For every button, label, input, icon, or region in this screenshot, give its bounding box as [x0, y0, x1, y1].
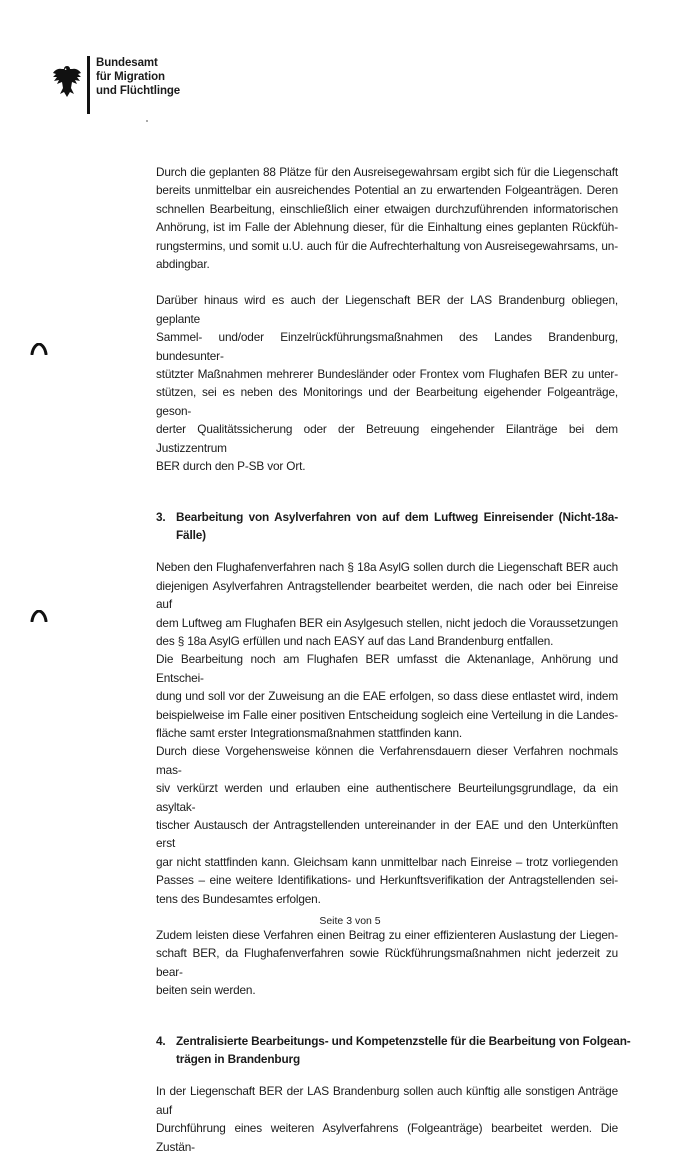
text-line: dem Luftweg am Flughafen BER ein Asylgesuch stellen, nicht jedoch die Voraussetzungen [156, 615, 618, 630]
section-heading-4 [156, 1032, 631, 1069]
scan-speck [146, 120, 148, 122]
section-title [176, 1032, 631, 1069]
section-number: 3. [156, 509, 166, 524]
section-title: Bearbeitung von Asylverfahren von auf dem Luftweg Einreisender (Nicht-18a-Fälle) [176, 509, 618, 542]
paragraph-3 [156, 558, 618, 908]
section-heading-3 [156, 508, 618, 545]
paragraph-2 [156, 291, 618, 475]
hole-punch-mark-icon [30, 343, 48, 355]
text-line: tischer Austausch der Antragstellenden untereinander in der EAE und den Unterkünften erst [156, 818, 618, 851]
text-line: stützen, sei es neben des Monitorings und der Bearbeitung eigehender Folgeanträge, geson- [156, 385, 618, 418]
text-line: abdingbar. [156, 257, 210, 272]
document-body [156, 163, 631, 1156]
text-line: Die Bearbeitung noch am Flughafen BER umfasst die Aktenanlage, Anhörung und Entschei- [156, 652, 618, 685]
text-line: siv verkürzt werden und erlauben eine authentischere Beurteilungsgrundlage, da ein asyltak- [156, 781, 618, 814]
org-line-3: und Flüchtlinge [96, 85, 181, 97]
letterhead-bar [87, 56, 90, 114]
text-line: des § 18a AsylG erfüllen und nach EASY auf das Land Brandenburg entfallen. [156, 633, 554, 648]
text-line: Durch diese Vorgehensweise können die Verfahrensdauern dieser Verfahren nochmals mas- [156, 744, 618, 777]
letterhead [52, 56, 180, 114]
page-number: Seite 3 von 5 [319, 915, 381, 927]
text-line: Neben den Flughafenverfahren nach § 18a AsylG sollen durch die Liegenschaft BER auch [156, 560, 618, 575]
federal-eagle-icon [52, 64, 82, 98]
org-line-2: für Migration [96, 71, 165, 83]
paragraph-4 [156, 926, 618, 1000]
section-title-line-1: Zentralisierte Bearbeitungs- und Kompetenzstelle für die Bearbeitung von Folgean- [176, 1033, 631, 1048]
section-title-line-2: trägen in Brandenburg [176, 1052, 301, 1067]
text-line: BER durch den P-SB vor Ort. [156, 459, 306, 474]
text-line: dung und soll vor der Zuweisung an die EAE erfolgen, so dass diese entlastet wird, indem [156, 689, 618, 704]
organization-name [96, 56, 180, 98]
text-line: schnellen Bearbeitung, einschließlich einer etwaigen durchzuführenden informatorischen [156, 201, 618, 216]
text-line: In der Liegenschaft BER der LAS Brandenburg sollen auch künftig alle sonstigen Anträge auf [156, 1084, 618, 1117]
text-line: beispielweise im Falle einer positiven Entscheidung sogleich eine Verteilung in die Landes- [156, 707, 618, 722]
text-line: Durch die geplanten 88 Plätze für den Ausreisegewahrsam ergibt sich für die Liegenschaft [156, 165, 618, 179]
text-line: bereits unmittelbar ein ausreichendes Potential an zu erwartenden Folgeanträgen. Deren [156, 183, 618, 198]
text-line: gar nicht stattfinden kann. Gleichsam kann unmittelbar nach Einreise – trotz vorliegenden [156, 854, 618, 869]
text-line: rungstermins, und somit u.U. auch für die Aufrechterhaltung von Ausreisegewahrsams, un- [156, 238, 618, 253]
text-line: Passes – eine weitere Identifikations- und Herkunftsverifikation der Antragstellenden sei- [156, 873, 618, 888]
paragraph-1 [156, 163, 618, 273]
text-line: diejenigen Asylverfahren Antragstellender bearbeitet werden, die nach oder bei Einreise auf [156, 578, 618, 612]
text-line: fläche samt erster Integrationsmaßnahmen stattfinden kann. [156, 725, 463, 740]
text-line: beiten sein werden. [156, 983, 256, 998]
paragraph-5 [156, 1082, 618, 1156]
text-line: Zudem leisten diese Verfahren einen Beitrag zu einer effizienteren Auslastung der Liegen- [156, 928, 618, 943]
text-line: Durchführung eines weiteren Asylverfahrens (Folgeanträge) bearbeitet werden. Die Zustän- [156, 1121, 618, 1154]
text-line: Darüber hinaus wird es auch der Liegenschaft BER der LAS Brandenburg obliegen, geplante [156, 293, 618, 326]
text-line: schaft BER, da Flughafenverfahren sowie Rückführungsmaßnahmen nicht jederzeit zu bear- [156, 946, 618, 979]
hole-punch-mark-icon [30, 610, 48, 622]
section-number: 4. [156, 1033, 166, 1048]
text-line: Anhörung, ist im Falle der Ablehnung dieser, für die Einhaltung eines geplanten Rückfüh- [156, 220, 618, 235]
org-line-1: Bundesamt [96, 57, 158, 69]
text-line: stützter Maßnahmen mehrerer Bundesländer oder Frontex vom Flughafen BER zu unter- [156, 367, 618, 382]
text-line: Sammel- und/oder Einzelrückführungsmaßnahmen des Landes Brandenburg, bundesunter- [156, 330, 618, 363]
text-line: derter Qualitätssicherung oder der Betreuung eingehender Eilanträge bei dem Justizzentrum [156, 422, 618, 455]
text-line: tens des Bundesamtes erfolgen. [156, 891, 321, 906]
